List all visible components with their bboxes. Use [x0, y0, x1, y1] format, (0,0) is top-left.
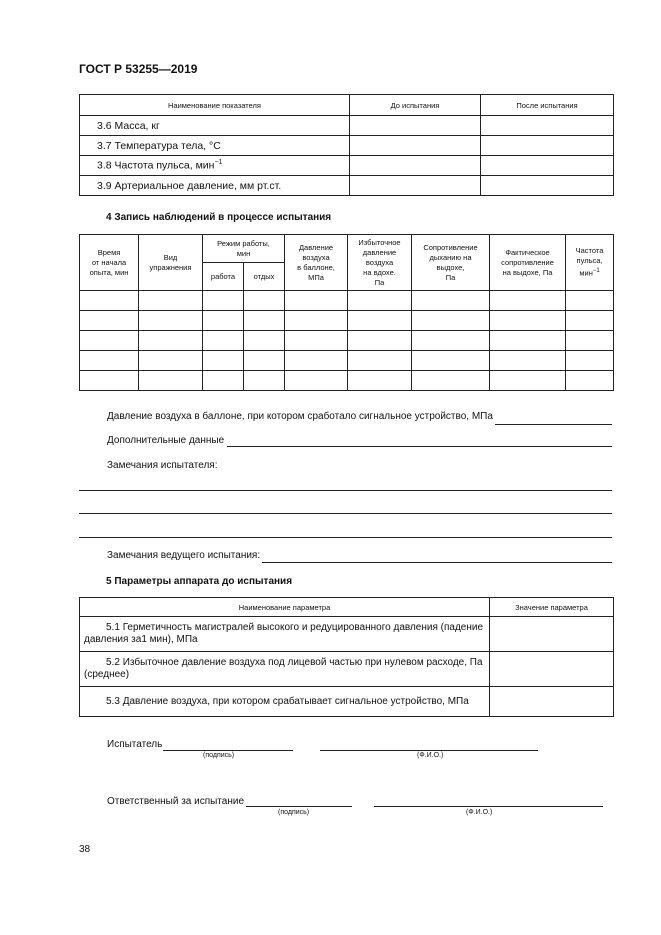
col-mode: Режим работы, мин [203, 235, 285, 263]
col-before: До испытания [350, 95, 481, 116]
table-row [80, 371, 614, 391]
cell-before[interactable] [350, 156, 481, 176]
before-after-table [79, 94, 614, 196]
cell-after[interactable] [481, 136, 614, 156]
cell-after[interactable] [481, 116, 614, 136]
col-actual-resistance: Фактическое сопротивление на выдохе, Па [490, 235, 566, 291]
responsible-signature-field[interactable] [246, 806, 352, 807]
signal-pressure-label: Давление воздуха в баллоне, при котором сработало сигнальное устройство, МПа [107, 411, 493, 422]
table-row [80, 351, 614, 371]
pulse-exponent: −1 [214, 159, 223, 167]
section-5-title: 5 Параметры аппарата до испытания [106, 576, 293, 587]
lead-remarks-field[interactable] [262, 562, 612, 563]
col-parameter: Наименование параметра [80, 598, 490, 617]
param-value-cell[interactable] [490, 652, 614, 687]
section-4-title: 4 Запись наблюдений в процессе испытания [106, 212, 332, 223]
lead-remarks-label: Замечания ведущего испытания: [107, 550, 261, 561]
tester-remarks-line[interactable] [79, 513, 612, 514]
param-row-5-1: 5.1 Герметичность магистралей высокого и редуцированного давления (падение давления за1 мин), МПа [80, 617, 490, 652]
additional-data-label: Дополнительные данные [107, 435, 225, 446]
tester-label: Испытатель [107, 739, 163, 750]
tester-remarks-line[interactable] [79, 537, 612, 538]
cell-before[interactable] [350, 116, 481, 136]
tester-signature-field[interactable] [163, 750, 293, 751]
additional-data-field[interactable] [227, 446, 612, 447]
signal-pressure-field[interactable] [495, 424, 612, 425]
table-row [80, 291, 614, 311]
row-pulse: 3.8 Частота пульса, мин$^{-1}$ [80, 156, 350, 176]
table-row [80, 331, 614, 351]
row-temperature: 3.7 Температура тела, °С [80, 136, 350, 156]
col-air-pressure: Давление воздуха в баллоне, МПа [285, 235, 348, 291]
col-rest: отдых [244, 263, 285, 291]
signature-caption: (подпись) [203, 752, 235, 759]
param-row-5-3: 5.3 Давление воздуха, при котором срабатывает сигнальное устройство, МПа [80, 687, 490, 717]
param-row-5-2: 5.2 Избыточное давление воздуха под лицевой частью при нулевом расходе, Па (среднее) [80, 652, 490, 687]
tester-name-field[interactable] [320, 750, 538, 751]
name-caption: (Ф.И.О.) [466, 809, 493, 816]
cell-before[interactable] [350, 176, 481, 196]
col-breath-resistance: Сопротивление дыханию на выдохе, Па [412, 235, 490, 291]
signature-caption: (подпись) [278, 809, 310, 816]
name-caption: (Ф.И.О.) [417, 752, 444, 759]
observations-table [79, 234, 614, 391]
row-blood-pressure: 3.9 Артериальное давление, мм рт.ст. [80, 176, 350, 196]
cell-before[interactable] [350, 136, 481, 156]
col-indicator: Наименование показателя [80, 95, 350, 116]
responsible-name-field[interactable] [374, 806, 603, 807]
col-value: Значение параметра [490, 598, 614, 617]
parameters-table [79, 597, 614, 717]
page-number: 38 [79, 844, 91, 855]
tester-remarks-line[interactable] [79, 490, 612, 491]
cell-after[interactable] [481, 156, 614, 176]
col-after: После испытания [481, 95, 614, 116]
tester-remarks-label: Замечания испытателя: [107, 460, 218, 471]
document-header: ГОСТ Р 53255—2019 [79, 62, 198, 76]
table-row [80, 311, 614, 331]
cell-after[interactable] [481, 176, 614, 196]
responsible-label: Ответственный за испытание [107, 796, 245, 807]
row-mass: 3.6 Масса, кг [80, 116, 350, 136]
param-value-cell[interactable] [490, 617, 614, 652]
param-value-cell[interactable] [490, 687, 614, 717]
col-time: Время от начала опыта, мин [80, 235, 139, 291]
col-excess-pressure: Избыточное давление воздуха на вдохе. Па [348, 235, 412, 291]
pulse-exponent: −1 [592, 268, 600, 275]
col-exercise: Вид упражнения [139, 235, 203, 291]
col-work: работа [203, 263, 244, 291]
col-pulse: Частота пульса, мин$^{-1}$ [566, 235, 614, 291]
